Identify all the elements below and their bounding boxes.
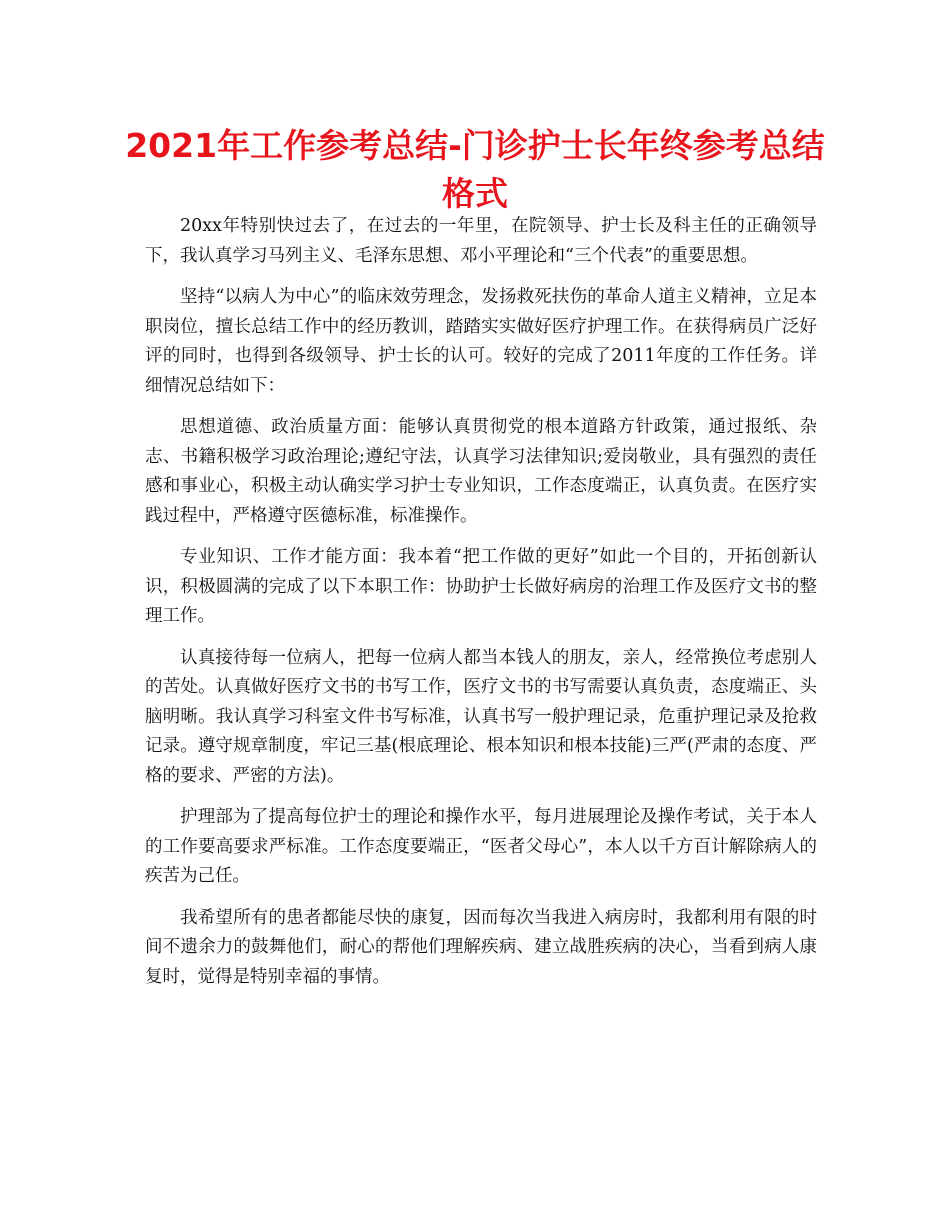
paragraph-3: 思想道德、政治质量方面：能够认真贯彻党的根本道路方针政策，通过报纸、杂志、书籍积极学习政治理论;遵纪守法，认真学习法律知识;爱岗敬业，具有强烈的责任感和事业心，积极主动认确实学习护士专业知识，工作态度端正，认真负责。在医疗实践过程中，严格遵守医德标准，标准操作。 bbox=[145, 417, 817, 526]
paragraph-6: 护理部为了提高每位护士的理论和操作水平，每月进展理论及操作考试，关于本人的工作要高要求严标准。工作态度要端正，“医者父母心”，本人以千方百计解除病人的疾苦为己任。 bbox=[145, 807, 817, 886]
paragraph-4: 专业知识、工作才能方面：我本着“把工作做的更好”如此一个目的，开拓创新认识，积极圆满的完成了以下本职工作：协助护士长做好病房的治理工作及医疗文书的整理工作。 bbox=[145, 547, 817, 626]
document-body bbox=[145, 212, 817, 1004]
paragraph-1: 20xx年特别快过去了，在过去的一年里，在院领导、护士长及科主任的正确领导下，我认真学习马列主义、毛泽东思想、邓小平理论和“三个代表”的重要思想。 bbox=[145, 216, 817, 266]
paragraph-2: 坚持“以病人为中心”的临床效劳理念，发扬救死扶伤的革命人道主义精神，立足本职岗位，擅长总结工作中的经历教训，踏踏实实做好医疗护理工作。在获得病员广泛好评的同时，也得到各级领导、护士长的认可。较好的完成了2011年度的工作任务。详细情况总结如下： bbox=[145, 287, 817, 396]
paragraph-5: 认真接待每一位病人，把每一位病人都当本钱人的朋友，亲人，经常换位考虑别人的苦处。认真做好医疗文书的书写工作，医疗文书的书写需要认真负责，态度端正、头脑明晰。我认真学习科室文件书写标准，认真书写一般护理记录，危重护理记录及抢救记录。遵守规章制度，牢记三基(根底理论、根本知识和根本技能)三严(严肃的态度、严格的要求、严密的方法)。 bbox=[145, 647, 817, 786]
paragraph-7: 我希望所有的患者都能尽快的康复，因而每次当我进入病房时，我都利用有限的时间不遗余力的鼓舞他们，耐心的帮他们理解疾病、建立战胜疾病的决心，当看到病人康复时，觉得是特别幸福的事情。 bbox=[145, 907, 817, 987]
document-title: 2021年工作参考总结-门诊护士长年终参考总结格式 bbox=[125, 126, 825, 213]
